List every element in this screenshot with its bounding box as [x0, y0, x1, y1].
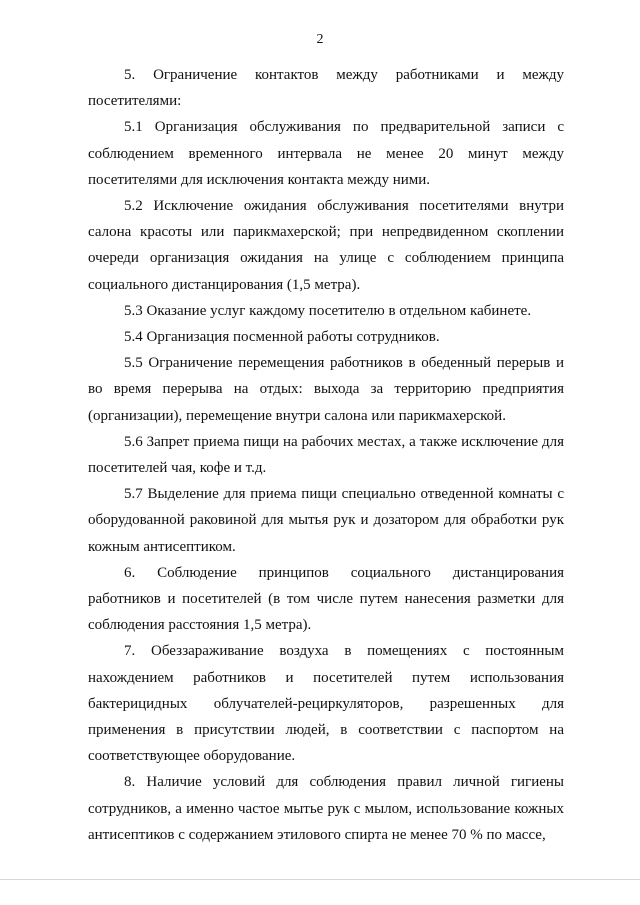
paragraph-6: 6. Соблюдение принципов социального дистанцирования работников и посетителей (в том числе путем нанесения разметки для соблюдения расстояния 1,5 метра). [88, 564, 564, 634]
paragraph-5-6: 5.6 Запрет приема пищи на рабочих местах, а также исключение для посетителей чая, кофе и т.д. [88, 433, 564, 477]
paragraph-5-7: 5.7 Выделение для приема пищи специально отведенной комнаты с оборудованной раковиной для мытья рук и дозатором для обработки рук кожным антисептиком. [88, 486, 564, 555]
page-number: 2 [316, 32, 324, 47]
paragraph-5-3: 5.3 Оказание услуг каждому посетителю в отдельном кабинете. [124, 302, 532, 319]
paragraph-8: 8. Наличие условий для соблюдения правил личной гигиены сотрудников, а именно частое мытье рук с мылом, использование кожных антисептиков с содержанием этилового спирта не менее 70 % по массе, [88, 774, 564, 843]
document-body [88, 62, 564, 848]
paragraph-7: 7. Обеззараживание воздуха в помещениях с постоянным нахождением работников и посетителей путем использования бактерицидных облучателей-рециркуляторов, разрешенных для применения в присутствии людей, в соответствии с паспортом на соответствующее оборудование. [88, 643, 564, 765]
paragraph-5: 5. Ограничение контактов между работниками и между посетителями: [88, 67, 564, 110]
paragraph-5-4: 5.4 Организация посменной работы сотрудников. [124, 329, 440, 346]
paragraph-5-5: 5.5 Ограничение перемещения работников в обеденный перерыв и во время перерыва на отдых: выхода за территорию предприятия (организации), перемещение внутри салона или парикмахерской. [88, 355, 564, 424]
paragraph-5-2: 5.2 Исключение ожидания обслуживания посетителями внутри салона красоты или парикмахерской; при непредвиденном скоплении очереди организация ожидания на улице с соблюдением принципа социального дистанцирования (1,5 метра). [88, 198, 564, 293]
paragraph-5-1: 5.1 Организация обслуживания по предварительной записи с соблюдением временного интервала не менее 20 минут между посетителями для исключения контакта между ними. [88, 119, 564, 188]
footer-divider [0, 879, 640, 880]
